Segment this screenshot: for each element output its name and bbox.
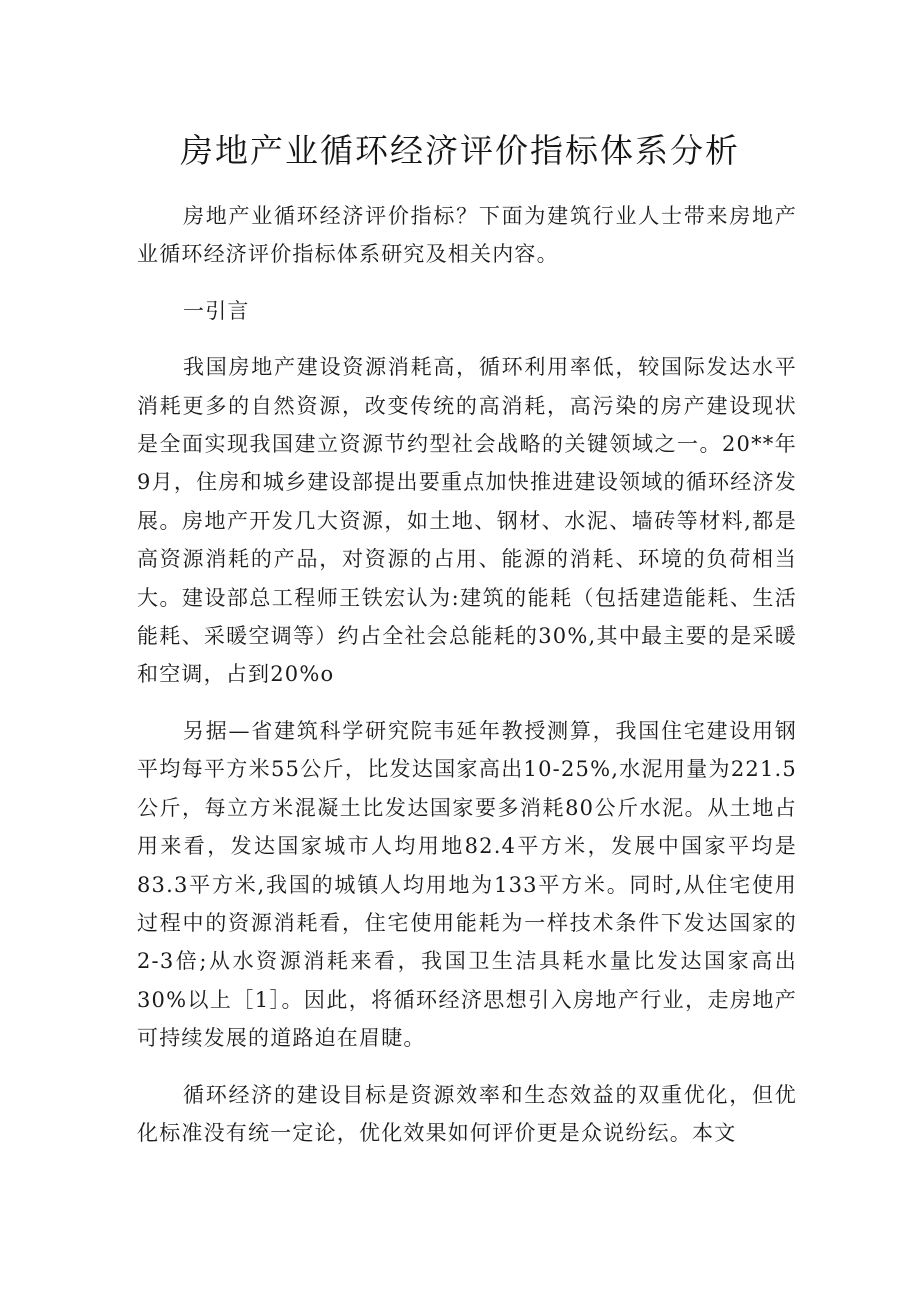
body-paragraph: 循环经济的建设目标是资源效率和生态效益的双重优化，但优化标准没有统一定论，优化效果如何评价更是众说纷纭。本文 (137, 1082, 797, 1145)
body-paragraph: 我国房地产建设资源消耗高，循环利用率低，较国际发达水平消耗更多的自然资源，改变传统的高消耗，高污染的房产建设现状是全面实现我国建立资源节约型社会战略的关键领域之一。20**年9月，住房和城乡建设部提出要重点加快推进建设领域的循环经济发展。房地产开发几大资源，如土地、钢材、水泥、墙砖等材料,都是高资源消耗的产品，对资源的占用、能源的消耗、环境的负荷相当大。建设部总工程师王铁宏认为:建筑的能耗（包括建造能耗、生活能耗、采暖空调等）约占全社会总能耗的30%,其中最主要的是采暖和空调，占到20%o (137, 355, 797, 687)
intro-paragraph: 房地产业循环经济评价指标？下面为建筑行业人士带来房地产业循环经济评价指标体系研究及相关内容。 (137, 204, 797, 267)
document-title: 房地产业循环经济评价指标体系分析 (180, 131, 740, 170)
body-paragraph: 另据—省建筑科学研究院韦延年教授测算，我国住宅建设用钢平均每平方米55公斤，比发达国家高出10-25%,水泥用量为221.5公斤，每立方米混凝土比发达国家要多消耗80公斤水泥。从土地占用来看，发达国家城市人均用地82.4平方米，发展中国家平均是83.3平方米,我国的城镇人均用地为133平方米。同时,从住宅使用过程中的资源消耗看，住宅使用能耗为一样技术条件下发达国家的2-3倍;从水资源消耗来看，我国卫生洁具耗水量比发达国家高出30%以上［1］。因此，将循环经济思想引入房地产行业，走房地产可持续发展的道路迫在眉睫。 (137, 718, 797, 1051)
section-heading-introduction: 一引言 (183, 298, 250, 323)
document-body (137, 197, 797, 1152)
